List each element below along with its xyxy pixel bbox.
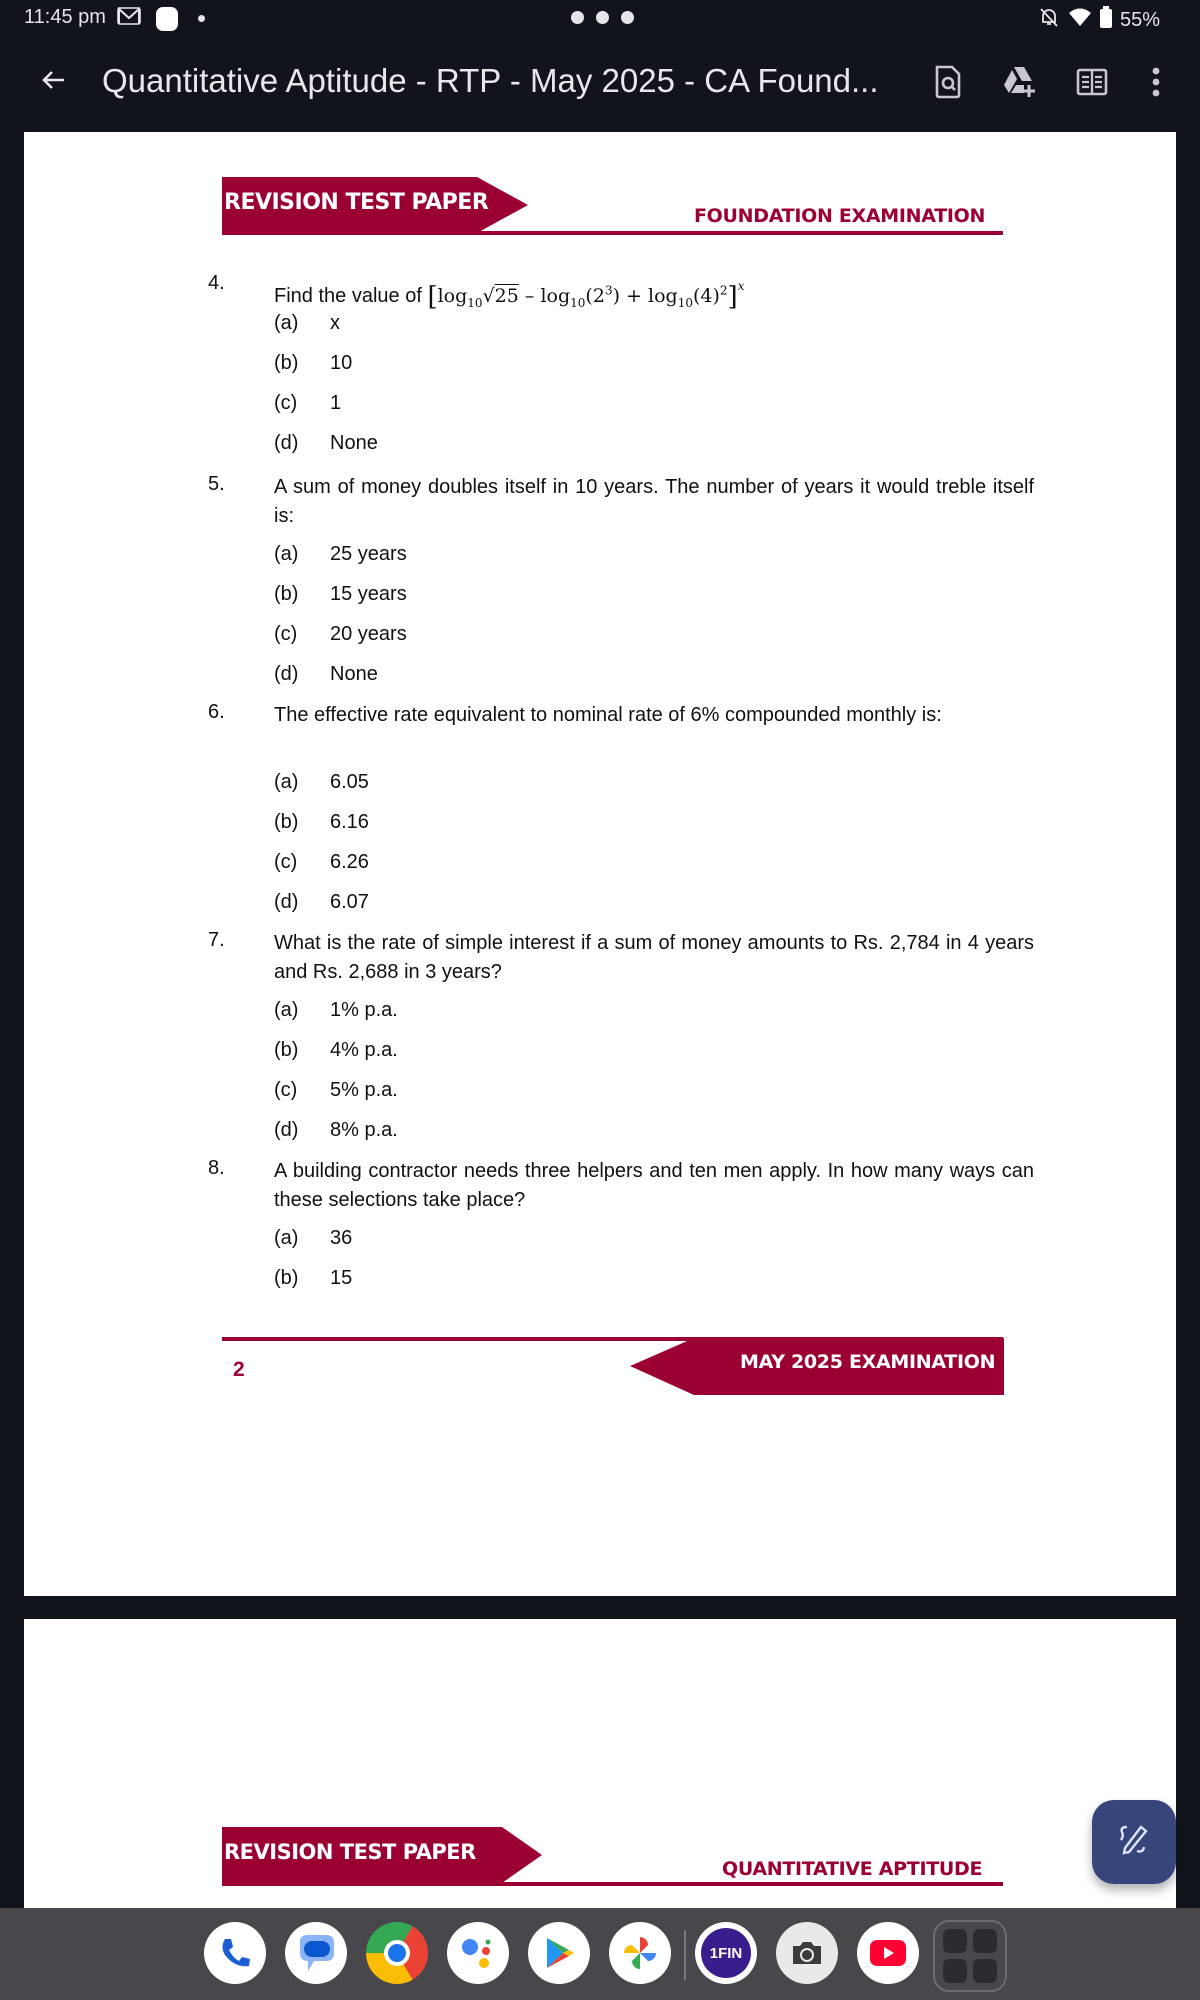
camera-app-icon[interactable] bbox=[776, 1922, 838, 1984]
pdf-page-2 bbox=[24, 132, 1176, 1596]
option: (d) 6.07 bbox=[274, 891, 369, 913]
question-text bbox=[274, 272, 1034, 318]
question-text: A sum of money doubles itself in 10 years. The number of years it would treble itself is: bbox=[274, 476, 1034, 527]
option: (b) 6.16 bbox=[274, 811, 369, 833]
dot-icon bbox=[198, 15, 205, 22]
mute-bell-icon bbox=[1038, 6, 1060, 34]
header-rule bbox=[222, 231, 1003, 235]
document-title: Quantitative Aptitude - RTP - May 2025 - CA Found... bbox=[102, 62, 879, 99]
question-number: 5. bbox=[208, 473, 225, 495]
youtube-app-icon[interactable] bbox=[857, 1922, 919, 1984]
dock-separator bbox=[684, 1930, 686, 1980]
gmail-icon bbox=[116, 5, 142, 33]
option: (a) 6.05 bbox=[274, 771, 369, 793]
wifi-icon bbox=[1068, 7, 1092, 33]
more-dots-icon bbox=[571, 11, 634, 24]
option: (b) 10 bbox=[274, 352, 353, 374]
play-store-app-icon[interactable] bbox=[528, 1922, 590, 1984]
question-number: 6. bbox=[208, 701, 225, 723]
option: (d) 8% p.a. bbox=[274, 1119, 398, 1141]
messages-app-icon[interactable] bbox=[285, 1922, 347, 1984]
photos-app-icon[interactable] bbox=[609, 1922, 671, 1984]
option: (b) 4% p.a. bbox=[274, 1039, 398, 1061]
more-vert-icon[interactable] bbox=[1136, 62, 1176, 102]
question-text: A building contractor needs three helpers and ten men apply. In how many ways can these selections take place? bbox=[274, 1160, 1034, 1211]
question-number: 7. bbox=[208, 929, 225, 951]
chrome-app-icon[interactable] bbox=[366, 1922, 428, 1984]
battery-icon bbox=[1100, 6, 1112, 34]
annotate-pen-icon bbox=[1117, 1823, 1151, 1862]
option: (a) 1% p.a. bbox=[274, 999, 398, 1021]
question-text: What is the rate of simple interest if a sum of money amounts to Rs. 2,784 in 4 years and Rs. 2,688 in 3 years? bbox=[274, 932, 1034, 983]
search-document-icon[interactable] bbox=[928, 62, 968, 102]
header-subtitle: FOUNDATION EXAMINATION bbox=[694, 205, 986, 227]
option: (d) None bbox=[274, 663, 378, 685]
app-dock bbox=[0, 1908, 1200, 2000]
option: (a) 25 years bbox=[274, 543, 407, 565]
footer-banner-text: MAY 2025 EXAMINATION bbox=[740, 1351, 996, 1373]
battery-percent: 55% bbox=[1120, 8, 1161, 31]
option: (c) 5% p.a. bbox=[274, 1079, 398, 1101]
option: (c) 6.26 bbox=[274, 851, 369, 873]
header-subtitle: QUANTITATIVE APTITUDE bbox=[722, 1858, 983, 1880]
status-bar bbox=[0, 0, 1200, 38]
question-number: 8. bbox=[208, 1157, 225, 1179]
page-number: 2 bbox=[233, 1358, 245, 1381]
header-rule bbox=[222, 1882, 1003, 1886]
option: (b) 15 years bbox=[274, 583, 407, 605]
pdf-page-3 bbox=[24, 1619, 1176, 1908]
assistant-app-icon[interactable] bbox=[447, 1922, 509, 1984]
reader-mode-icon[interactable] bbox=[1072, 62, 1112, 102]
app-bar bbox=[0, 40, 1200, 130]
1fin-label: 1FIN bbox=[701, 1928, 751, 1978]
status-icons bbox=[1038, 6, 1160, 34]
math-expression: $[\log_{10}√25 - \log_{10}(2^3) + \log_{10}(4)^2]^x$ bbox=[427, 279, 745, 312]
phone-app-icon[interactable] bbox=[204, 1922, 266, 1984]
option: (a) 36 bbox=[274, 1227, 353, 1249]
option: (d) None bbox=[274, 432, 378, 454]
1fin-app-icon[interactable] bbox=[695, 1922, 757, 1984]
app-drawer-button[interactable] bbox=[933, 1920, 1007, 1992]
drive-add-icon[interactable] bbox=[1000, 62, 1040, 102]
annotate-button[interactable] bbox=[1092, 1800, 1176, 1884]
option: (b) 15 bbox=[274, 1267, 353, 1289]
option: (c) 1 bbox=[274, 392, 342, 414]
status-time: 11:45 pm bbox=[24, 6, 106, 28]
header-banner-text: REVISION TEST PAPER bbox=[224, 1840, 476, 1864]
option: (a) x bbox=[274, 312, 340, 334]
notification-blob-icon bbox=[156, 7, 178, 31]
header-banner-text: REVISION TEST PAPER bbox=[224, 190, 489, 215]
option: (c) 20 years bbox=[274, 623, 407, 645]
question-text: The effective rate equivalent to nominal rate of 6% compounded monthly is: bbox=[274, 704, 942, 726]
question-number: 4. bbox=[208, 272, 225, 294]
question-text-prefix: Find the value of bbox=[274, 285, 422, 307]
back-arrow-icon[interactable] bbox=[38, 64, 74, 100]
